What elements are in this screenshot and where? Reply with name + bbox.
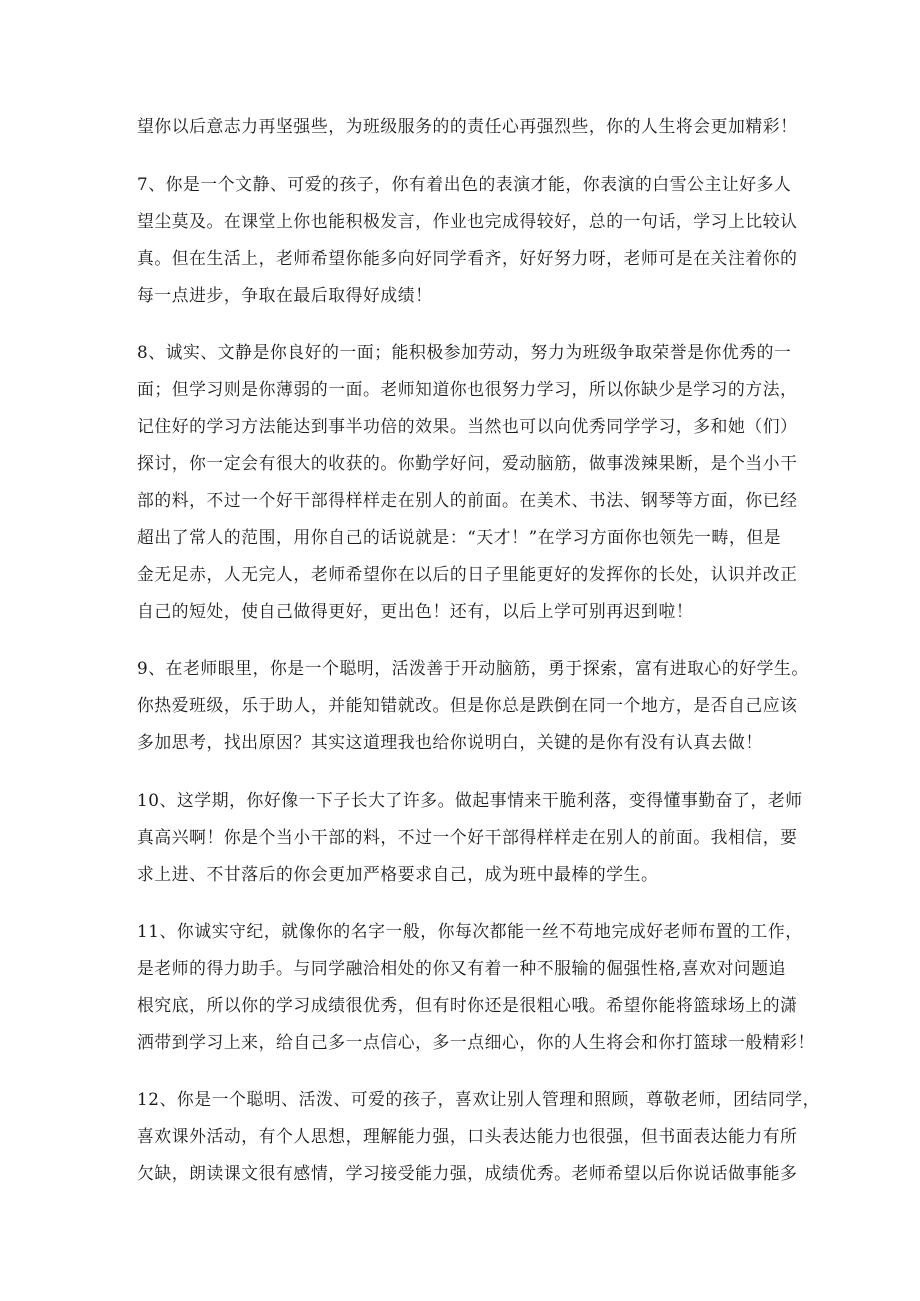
paragraph-line: 根究底，所以你的学习成绩很优秀，但有时你还是很粗心哦。希望你能将篮球场上的潇	[137, 995, 798, 1015]
paragraph-line: 望你以后意志力再坚强些，为班级服务的的责任心再强烈些，你的人生将会更加精彩！	[137, 116, 798, 136]
paragraph-line: 面；但学习则是你薄弱的一面。老师知道你也很努力学习，所以你缺少是学习的方法，	[137, 379, 798, 399]
paragraph-line: 记住好的学习方法能达到事半功倍的效果。当然也可以向优秀同学学习，多和她（们）	[137, 416, 798, 436]
paragraph-line: 7、你是一个文静、可爱的孩子，你有着出色的表演才能，你表演的白雪公主让好多人	[137, 174, 792, 194]
paragraph-line: 探讨，你一定会有很大的收获的。你勤学好问，爱动脑筋，做事泼辣果断，是个当小干	[137, 453, 798, 473]
paragraph-line: 你热爱班级，乐于助人，并能知错就改。但是你总是跌倒在同一个地方，是否自己应该	[137, 695, 798, 715]
paragraph-line: 9、在老师眼里，你是一个聪明，活泼善于开动脑筋，勇于探索，富有进取心的好学生。	[137, 658, 809, 678]
paragraph-line: 喜欢课外活动，有个人思想，理解能力强，口头表达能力也很强，但书面表达能力有所	[137, 1126, 798, 1146]
paragraph-line: 求上进、不甘落后的你会更加严格要求自己，成为班中最棒的学生。	[137, 864, 659, 884]
paragraph-line: 部的料，不过一个好干部得样样走在别人的前面。在美术、书法、钢琴等方面，你已经	[137, 490, 798, 510]
paragraph-line: 10、这学期，你好像一下子长大了许多。做起事情来干脆利落，变得懂事勤奋了，老师	[137, 790, 803, 810]
paragraph-line: 11、你诚实守纪，就像你的名字一般，你每次都能一丝不苟地完成好老师布置的工作，	[137, 921, 803, 941]
paragraph-line: 每一点进步，争取在最后取得好成绩！	[137, 285, 433, 305]
paragraph-line: 洒带到学习上来，给自己多一点信心，多一点细心，你的人生将会和你打篮球一般精彩！	[137, 1032, 815, 1052]
paragraph-line: 12、你是一个聪明、活泼、可爱的孩子，喜欢让别人管理和照顾，尊敬老师，团结同学，	[137, 1089, 821, 1109]
paragraph-line: 真高兴啊！你是个当小干部的料，不过一个好干部得样样走在别人的前面。我相信，要	[137, 827, 798, 847]
paragraph-line: 自己的短处，使自己做得更好，更出色！还有，以后上学可别再迟到啦！	[137, 601, 694, 621]
paragraph-line: 真。但在生活上，老师希望你能多向好同学看齐，好好努力呀，老师可是在关注着你的	[137, 248, 798, 268]
paragraph-line: 金无足赤，人无完人，老师希望你在以后的日子里能更好的发挥你的长处，认识并改正	[137, 564, 798, 584]
paragraph-line: 超出了常人的范围，用你自己的话说就是：“天才！”在学习方面你也领先一畴，但是	[137, 527, 782, 547]
paragraph-line: 8、诚实、文静是你良好的一面；能积极参加劳动，努力为班级争取荣誉是你优秀的一	[137, 342, 792, 362]
paragraph-line: 望尘莫及。在课堂上你也能积极发言，作业也完成得较好，总的一句话，学习上比较认	[137, 211, 798, 231]
paragraph-line: 多加思考，找出原因？其实这道理我也给你说明白，关键的是你有没有认真去做！	[137, 732, 763, 752]
paragraph-line: 欠缺，朗读课文很有感情，学习接受能力强，成绩优秀。老师希望以后你说话做事能多	[137, 1163, 798, 1183]
paragraph-line: 是老师的得力助手。与同学融洽相处的你又有着一种不服输的倔强性格,喜欢对问题追	[137, 958, 787, 978]
